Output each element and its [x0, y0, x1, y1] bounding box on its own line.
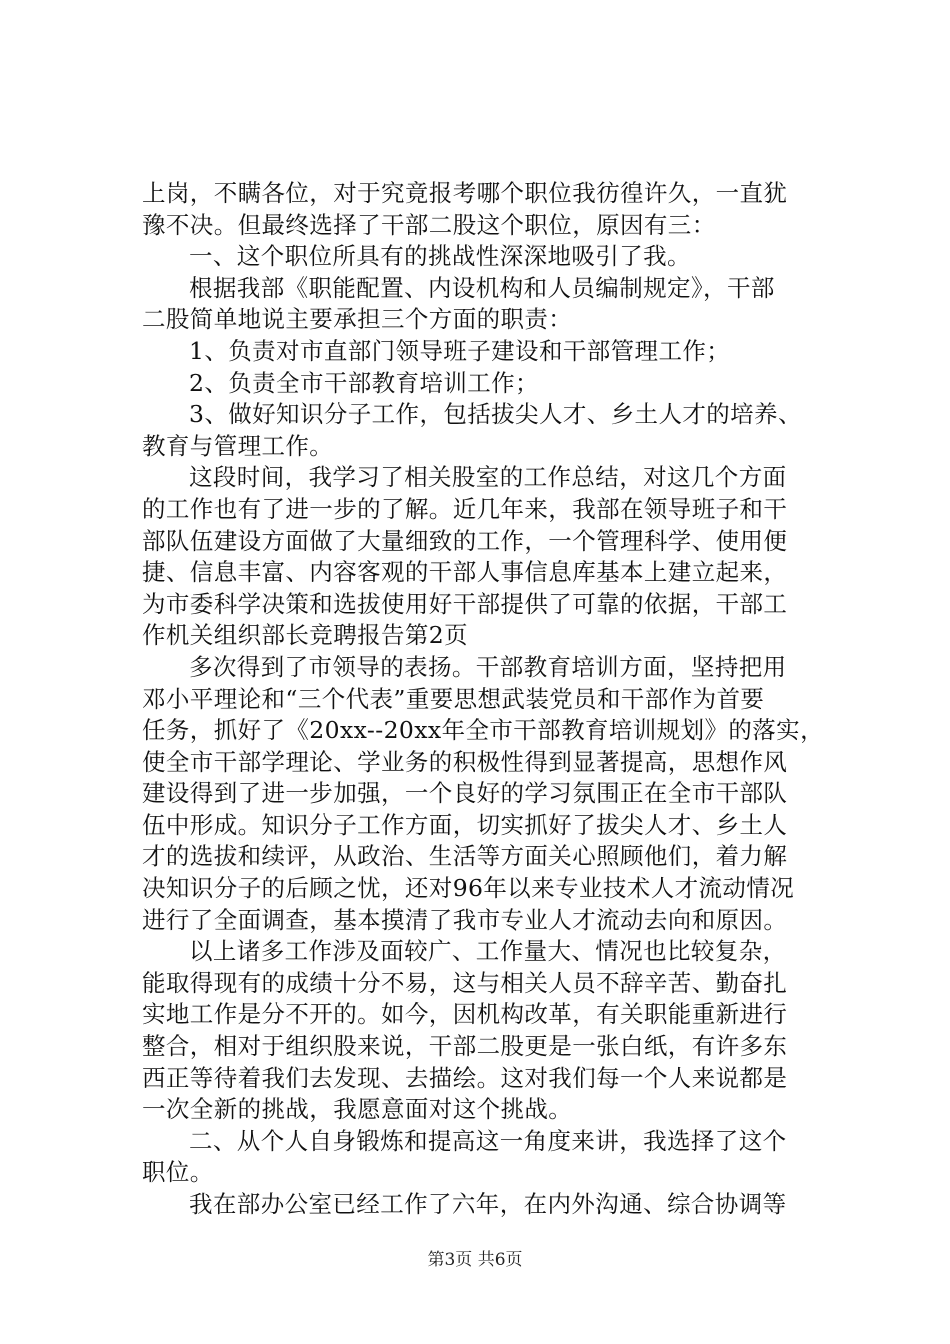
text-line: 决知识分子的后顾之忧，还对96年以来专业技术人才流动情况: [142, 874, 795, 903]
text-line: 进行了全面调查，基本摸清了我市专业人才流动去向和原因。: [142, 905, 788, 934]
text-line: 以上诸多工作涉及面较广、工作量大、情况也比较复杂，: [189, 937, 787, 966]
text-line: 这段时间，我学习了相关股室的工作总结，对这几个方面: [189, 463, 787, 492]
text-line: 2、负责全市干部教育培训工作；: [189, 368, 539, 397]
document-body: [142, 178, 832, 1221]
text-line: 的工作也有了进一步的了解。近几年来，我部在领导班子和干: [142, 494, 788, 523]
text-line: 建设得到了进一步加强，一个良好的学习氛围正在全市干部队: [142, 779, 788, 808]
text-line: 捷、信息丰富、内容客观的干部人事信息库基本上建立起来，: [142, 558, 788, 587]
text-line: 教育与管理工作。: [142, 431, 334, 460]
page-footer: 第3页 共6页: [427, 1250, 523, 1270]
text-line: 部队伍建设方面做了大量细致的工作，一个管理科学、使用便: [142, 526, 788, 555]
text-line: 3、做好知识分子工作，包括拔尖人才、乡土人才的培养、: [189, 400, 802, 429]
text-line: 二股简单地说主要承担三个方面的职责：: [142, 305, 573, 334]
text-line: 任务，抓好了《20xx--20xx年全市干部教育培训规划》的落实，: [142, 716, 824, 745]
text-line: 一次全新的挑战，我愿意面对这个挑战。: [142, 1095, 573, 1124]
text-line: 多次得到了市领导的表扬。干部教育培训方面，坚持把用: [189, 652, 787, 681]
text-line: 使全市干部学理论、学业务的积极性得到显著提高，思想作风: [142, 747, 788, 776]
text-line: 上岗，不瞒各位，对于究竟报考哪个职位我彷徨许久，一直犹: [142, 179, 788, 207]
text-line: 二、从个人自身锻炼和提高这一角度来讲，我选择了这个: [189, 1126, 787, 1155]
text-line: 根据我部《职能配置、内设机构和人员编制规定》，干部: [189, 273, 775, 302]
text-line: 一、这个职位所具有的挑战性深深地吸引了我。: [189, 242, 691, 271]
text-line: 伍中形成。知识分子工作方面，切实抓好了拔尖人才、乡土人: [142, 810, 788, 839]
text-line: 才的选拔和续评，从政治、生活等方面关心照顾他们，着力解: [142, 842, 788, 871]
text-line: 能取得现有的成绩十分不易，这与相关人员不辞辛苦、勤奋扎: [142, 968, 788, 997]
text-line: 实地工作是分不开的。如今，因机构改革，有关职能重新进行: [142, 1000, 788, 1029]
text-line: 邓小平理论和“三个代表”重要思想武装党员和干部作为首要: [142, 684, 765, 713]
text-line: 作机关组织部长竞聘报告第2页: [142, 621, 469, 650]
text-line: 职位。: [142, 1158, 214, 1187]
text-line: 1、负责对市直部门领导班子建设和干部管理工作；: [189, 336, 731, 365]
text-line: 豫不决。但最终选择了干部二股这个职位，原因有三：: [142, 210, 716, 239]
text-line: 为市委科学决策和选拔使用好干部提供了可靠的依据，干部工: [142, 589, 788, 618]
text-line: 我在部办公室已经工作了六年，在内外沟通、综合协调等: [189, 1190, 787, 1218]
text-line: 西正等待着我们去发现、去描绘。这对我们每一个人来说都是: [142, 1063, 788, 1092]
text-line: 整合，相对于组织股来说，干部二股更是一张白纸，有许多东: [142, 1032, 788, 1061]
